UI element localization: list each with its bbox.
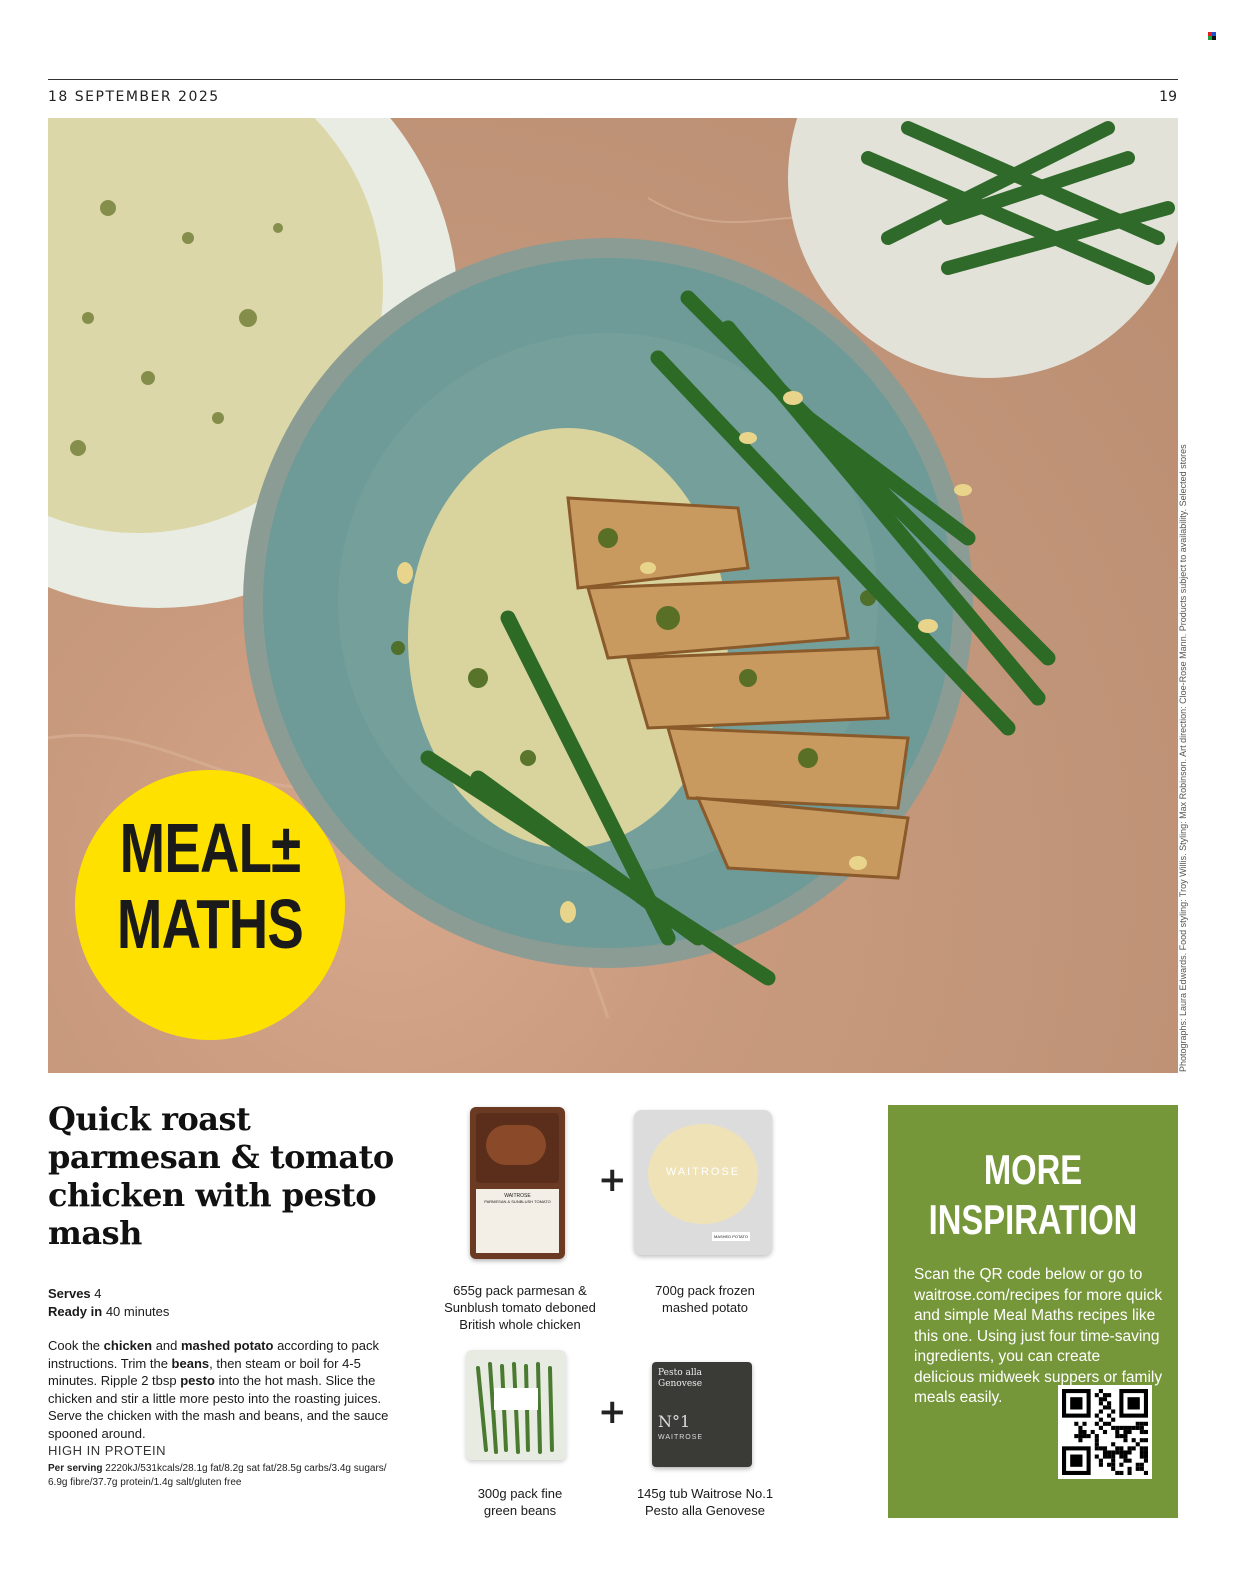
chicken-pack-sub: PARMESAN & SUNBLUSH TOMATO [484, 1199, 551, 1204]
mash-pack-brand: WAITROSE [665, 1166, 741, 1178]
product-caption-chicken [440, 1282, 600, 1333]
page-number: 19 [1159, 89, 1177, 105]
caption-line: 300g pack fine [477, 1486, 563, 1501]
recipe-title: Quick roast parmesan & tomato chicken with pesto mash [48, 1100, 394, 1252]
plus-sign-1: + [598, 1160, 627, 1200]
mash-pack-sub: MASHED POTATO [714, 1234, 749, 1239]
badge-line-1: MEAL± [119, 809, 301, 887]
serves-value: 4 [94, 1286, 102, 1301]
header-rule [48, 79, 1178, 80]
color-registration-mark [1208, 32, 1216, 40]
product-caption-beans [440, 1485, 600, 1519]
panel-title-line-2: INSPIRATION [928, 1196, 1138, 1243]
method-text: , then steam or boil for 4-5 minutes. Ripple 2 tbsp [48, 1355, 361, 1388]
caption-line: British whole chicken [459, 1317, 581, 1332]
caption-line: 655g pack parmesan & [453, 1283, 587, 1298]
qr-code[interactable] [1058, 1385, 1152, 1479]
beans-graphic [466, 1350, 566, 1460]
product-beans-pack [466, 1350, 566, 1460]
product-mash-pack [634, 1110, 772, 1255]
method-text: and [152, 1338, 181, 1353]
nutrition-info [48, 1462, 408, 1490]
serves-label: Serves [48, 1286, 91, 1301]
plus-sign-2: + [598, 1392, 627, 1432]
method-text: according to pack instructions. Trim the [48, 1338, 379, 1371]
badge-line-2: MATHS [116, 885, 304, 963]
panel-text: Scan the QR code below or go to waitrose.com/recipes for more quick and simple Meal Maths recipes like this one. Using just four time-saving ingredients, you can create delicious midweek suppers or family meals easily. [914, 1266, 1163, 1406]
pesto-tub-label: Pesto alla Genovese [658, 1368, 703, 1389]
caption-line: 700g pack frozen [655, 1283, 755, 1298]
qr-code-graphic [1062, 1389, 1148, 1475]
method-text: into the hot mash. Slice the chicken and stir a little more pesto into the roasting juices. Serve the chicken with the mash and beans, and the sauce spooned around. [48, 1373, 389, 1441]
issue-date: 18 SEPTEMBER 2025 [48, 89, 220, 105]
hero-photo [48, 118, 1178, 1073]
method-ingredient: mashed potato [181, 1338, 274, 1353]
method-ingredient: pesto [180, 1373, 215, 1388]
photo-credits: Photographs: Laura Edwards. Food styling: Troy Willis. Styling: Max Robinson. Art direction: Cloe-Rose Mann. Products subject to availability. Selected stores [1178, 444, 1188, 1072]
product-caption-mash [625, 1282, 785, 1316]
ready-value: 40 minutes [105, 1304, 170, 1319]
high-protein-label: HIGH IN PROTEIN [48, 1443, 167, 1458]
caption-line: Sunblush tomato deboned [444, 1300, 596, 1315]
no1-mark: N°1 [658, 1412, 691, 1431]
meal-maths-badge [75, 770, 345, 1040]
caption-line: mashed potato [661, 1300, 748, 1315]
product-pesto-tub [652, 1362, 752, 1467]
method-ingredient: beans [171, 1355, 210, 1371]
caption-line: green beans [483, 1503, 557, 1518]
nutrition-values: 2220kJ/531kcals/28.1g fat/8.2g sat fat/28.5g carbs/3.4g sugars/ 6.9g fibre/37.7g protein/1.4g salt/gluten free [48, 1463, 387, 1488]
recipe-meta [48, 1285, 169, 1321]
caption-line: Pesto alla Genovese [645, 1503, 765, 1518]
product-chicken-pack [470, 1107, 565, 1259]
panel-title-line-1: MORE [983, 1146, 1083, 1193]
per-serving-label: Per serving [48, 1463, 103, 1474]
method-ingredient: chicken [103, 1338, 153, 1353]
ready-label: Ready in [48, 1304, 103, 1319]
recipe-method [48, 1337, 408, 1442]
chicken-pack-brand: WAITROSE [504, 1193, 531, 1199]
more-inspiration-panel [888, 1105, 1178, 1518]
caption-line: 145g tub Waitrose No.1 [636, 1486, 774, 1501]
pesto-tub-brand: WAITROSE [658, 1434, 704, 1441]
method-text: Cook the [48, 1338, 104, 1353]
product-caption-pesto [620, 1485, 790, 1519]
